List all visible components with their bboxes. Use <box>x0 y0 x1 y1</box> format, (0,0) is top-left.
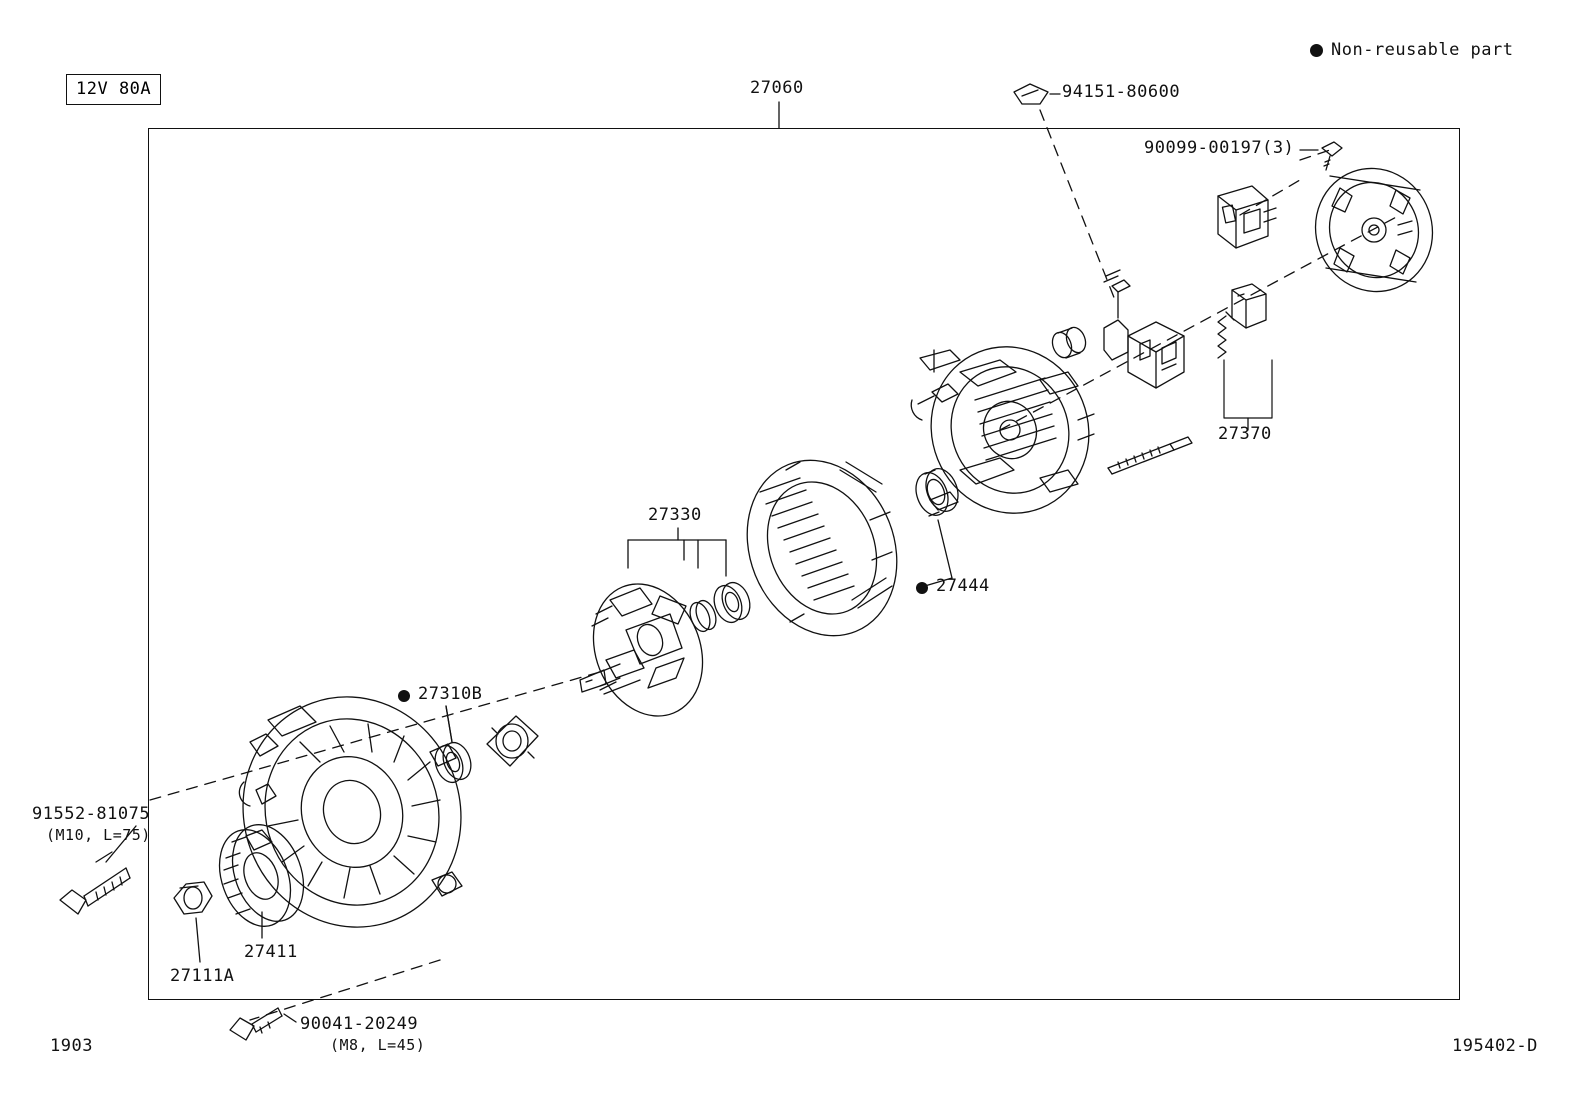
label-bolt-90041-20249-spec: (M8, L=45) <box>330 1036 426 1054</box>
label-regulator-27370: 27370 <box>1218 424 1272 444</box>
label-pulley-27411: 27411 <box>244 942 298 962</box>
label-grommet-94151-80600: 94151-80600 <box>1062 82 1181 102</box>
non-reusable-dot-icon <box>1310 44 1323 57</box>
label-bolt-90041-20249: 90041-20249 <box>300 1014 419 1034</box>
label-bearing-27444: 27444 <box>936 576 990 596</box>
label-pulley-nut-27111a: 27111A <box>170 966 235 986</box>
label-assembly-27060: 27060 <box>750 78 804 98</box>
footer-page-number: 1903 <box>50 1036 93 1056</box>
label-seal-27310b: 27310B <box>418 684 483 704</box>
label-bolt-91552-81075: 91552-81075 <box>32 804 151 824</box>
label-bolt-91552-81075-spec: (M10, L=75) <box>46 826 151 844</box>
footer-drawing-code: 195402-D <box>1452 1036 1538 1056</box>
diagram-frame <box>148 128 1460 1000</box>
non-reusable-dot-icon-27444 <box>916 582 928 594</box>
label-screw-90099-00197: 90099-00197(3) <box>1144 138 1295 158</box>
legend-non-reusable <box>1310 40 1514 60</box>
label-rotor-27330: 27330 <box>648 505 702 525</box>
non-reusable-dot-icon-27310b <box>398 690 410 702</box>
legend-label: Non-reusable part <box>1331 40 1514 60</box>
spec-badge: 12V 80A <box>66 74 161 105</box>
